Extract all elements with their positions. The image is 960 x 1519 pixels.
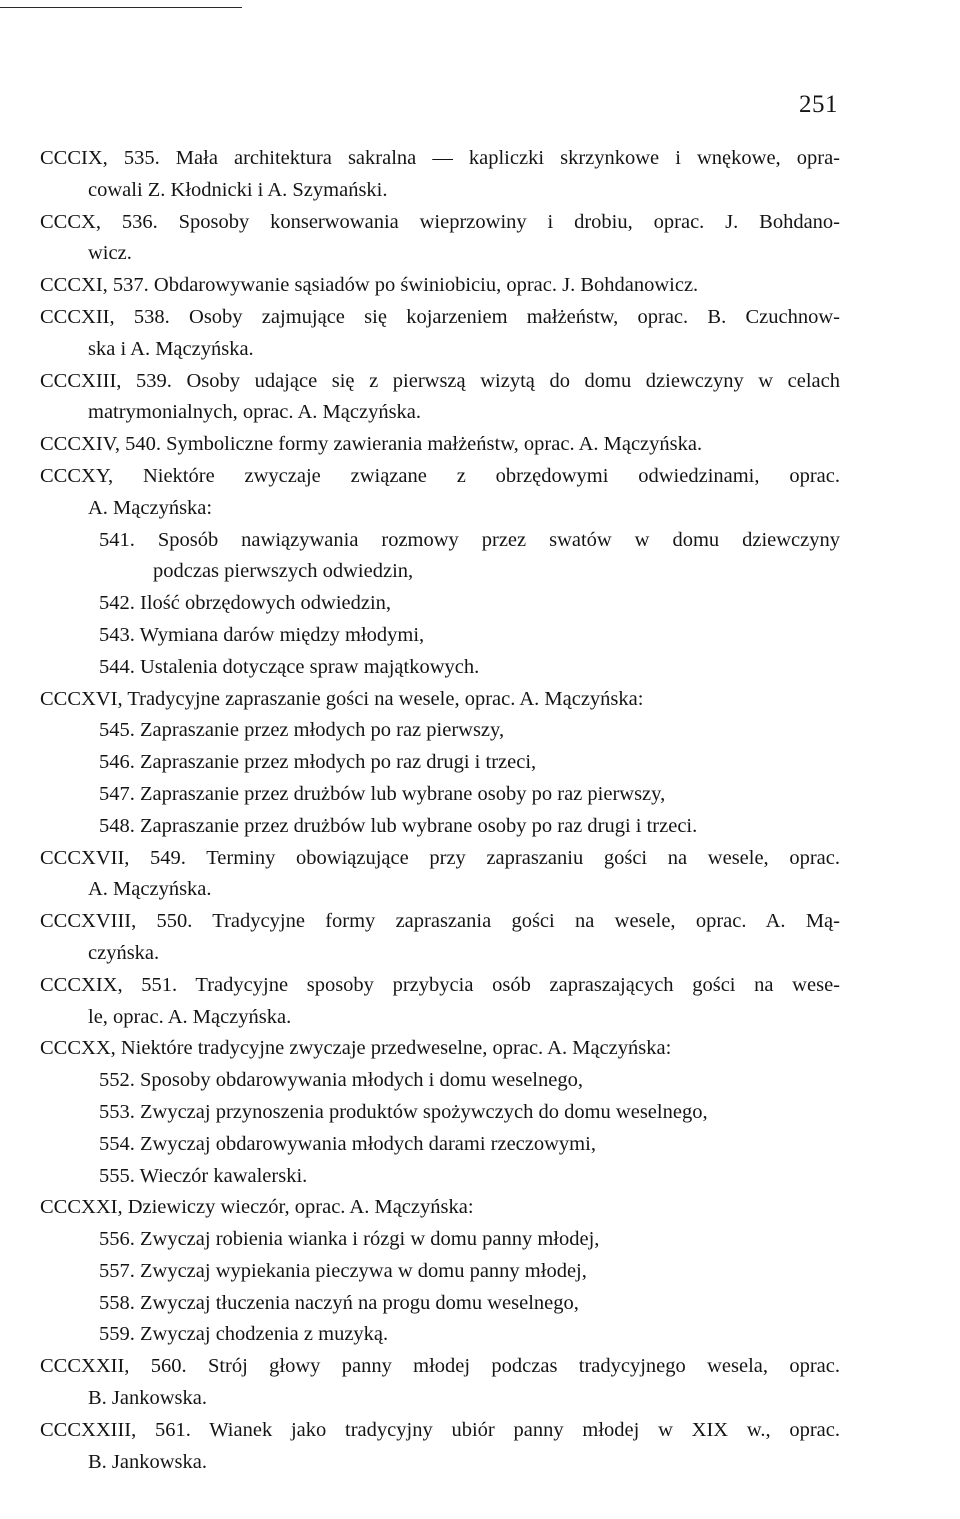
entry-line: matrymonialnych, oprac. A. Mączyńska. (88, 401, 422, 424)
bibliography-list (40, 143, 840, 1478)
entry-line: CCCXVIII, 550. Tradycyjne formy zapraszania gości na wesele, oprac. A. Mą- (40, 910, 840, 933)
entry-line: CCCXXII, 560. Strój głowy panny młodej podczas tradycyjnego wesela, oprac. (40, 1355, 840, 1378)
sub-entry-line: 547. Zapraszanie przez drużbów lub wybrane osoby po raz pierwszy, (99, 782, 666, 805)
entry-line: CCCXX, Niektóre tradycyjne zwyczaje przedweselne, oprac. A. Mączyńska: (40, 1037, 672, 1060)
sub-entry-line: 553. Zwyczaj przynoszenia produktów spożywczych do domu weselnego, (99, 1100, 708, 1123)
entry-line: le, oprac. A. Mączyńska. (88, 1005, 292, 1028)
sub-entry-line: 545. Zapraszanie przez młodych po raz pierwszy, (99, 719, 505, 742)
sub-entry-line: 542. Ilość obrzędowych odwiedzin, (99, 592, 392, 615)
header-rule (0, 7, 242, 8)
entry-line: CCCIX, 535. Mała architektura sakralna — kapliczki skrzynkowe i wnękowe, opra- (40, 147, 840, 169)
entry-line: B. Jankowska. (88, 1387, 208, 1410)
entry-line: CCCXVII, 549. Terminy obowiązujące przy zapraszaniu gości na wesele, oprac. (40, 846, 840, 869)
entry-line: CCCXIX, 551. Tradycyjne sposoby przybycia osób zapraszających gości na wese- (40, 973, 840, 996)
entry-line: CCCXXIII, 561. Wianek jako tradycyjny ubiór panny młodej w XIX w., oprac. (40, 1418, 840, 1441)
entry-line: cowali Z. Kłodnicki i A. Szymański. (88, 178, 388, 201)
sub-entry-line: 555. Wieczór kawalerski. (99, 1164, 308, 1187)
sub-entry-line: 544. Ustalenia dotyczące spraw majątkowych. (99, 655, 480, 678)
entry-line: CCCXVI, Tradycyjne zapraszanie gości na wesele, oprac. A. Mączyńska: (40, 687, 644, 710)
sub-entry-line: 543. Wymiana darów między młodymi, (99, 623, 425, 646)
sub-entry-line: 557. Zwyczaj wypiekania pieczywa w domu panny młodej, (99, 1259, 587, 1282)
sub-entry-line: 558. Zwyczaj tłuczenia naczyń na progu domu weselnego, (99, 1291, 579, 1314)
entry-line: A. Mączyńska. (88, 878, 212, 901)
sub-entry-line: 559. Zwyczaj chodzenia z muzyką. (99, 1323, 389, 1346)
entry-line: CCCXIII, 539. Osoby udające się z pierwszą wizytą do domu dziewczyny w celach (40, 369, 840, 392)
sub-entry-line: 556. Zwyczaj robienia wianka i rózgi w domu panny młodej, (99, 1228, 600, 1251)
sub-entry-line: 548. Zapraszanie przez drużbów lub wybrane osoby po raz drugi i trzeci. (99, 814, 698, 837)
entry-line: A. Mączyńska: (88, 496, 213, 519)
entry-line: wicz. (88, 242, 132, 265)
entry-line: CCCXY, Niektóre zwyczaje związane z obrzędowymi odwiedzinami, oprac. (40, 464, 840, 487)
page-number: 251 (799, 91, 838, 118)
entry-line: CCCXI, 537. Obdarowywanie sąsiadów po świniobiciu, oprac. J. Bohdanowicz. (40, 274, 699, 297)
sub-entry-line: 546. Zapraszanie przez młodych po raz drugi i trzeci, (99, 751, 537, 774)
sub-entry-line: 541. Sposób nawiązywania rozmowy przez swatów w domu dziewczyny (99, 528, 840, 551)
entry-line: ska i A. Mączyńska. (88, 337, 254, 360)
entry-line: czyńska. (88, 941, 160, 964)
entry-line: CCCXIV, 540. Symboliczne formy zawierania małżeństw, oprac. A. Mączyńska. (40, 433, 703, 456)
sub-entry-line: 554. Zwyczaj obdarowywania młodych darami rzeczowymi, (99, 1132, 596, 1155)
sub-entry-line: podczas pierwszych odwiedzin, (153, 560, 414, 583)
entry-line: CCCXXI, Dziewiczy wieczór, oprac. A. Mączyńska: (40, 1196, 474, 1219)
entry-line: CCCXII, 538. Osoby zajmujące się kojarzeniem małżeństw, oprac. B. Czuchnow- (40, 305, 840, 328)
entry-line: B. Jankowska. (88, 1450, 208, 1473)
entry-line: CCCX, 536. Sposoby konserwowania wieprzowiny i drobiu, oprac. J. Bohdano- (40, 210, 840, 233)
sub-entry-line: 552. Sposoby obdarowywania młodych i domu weselnego, (99, 1069, 583, 1092)
